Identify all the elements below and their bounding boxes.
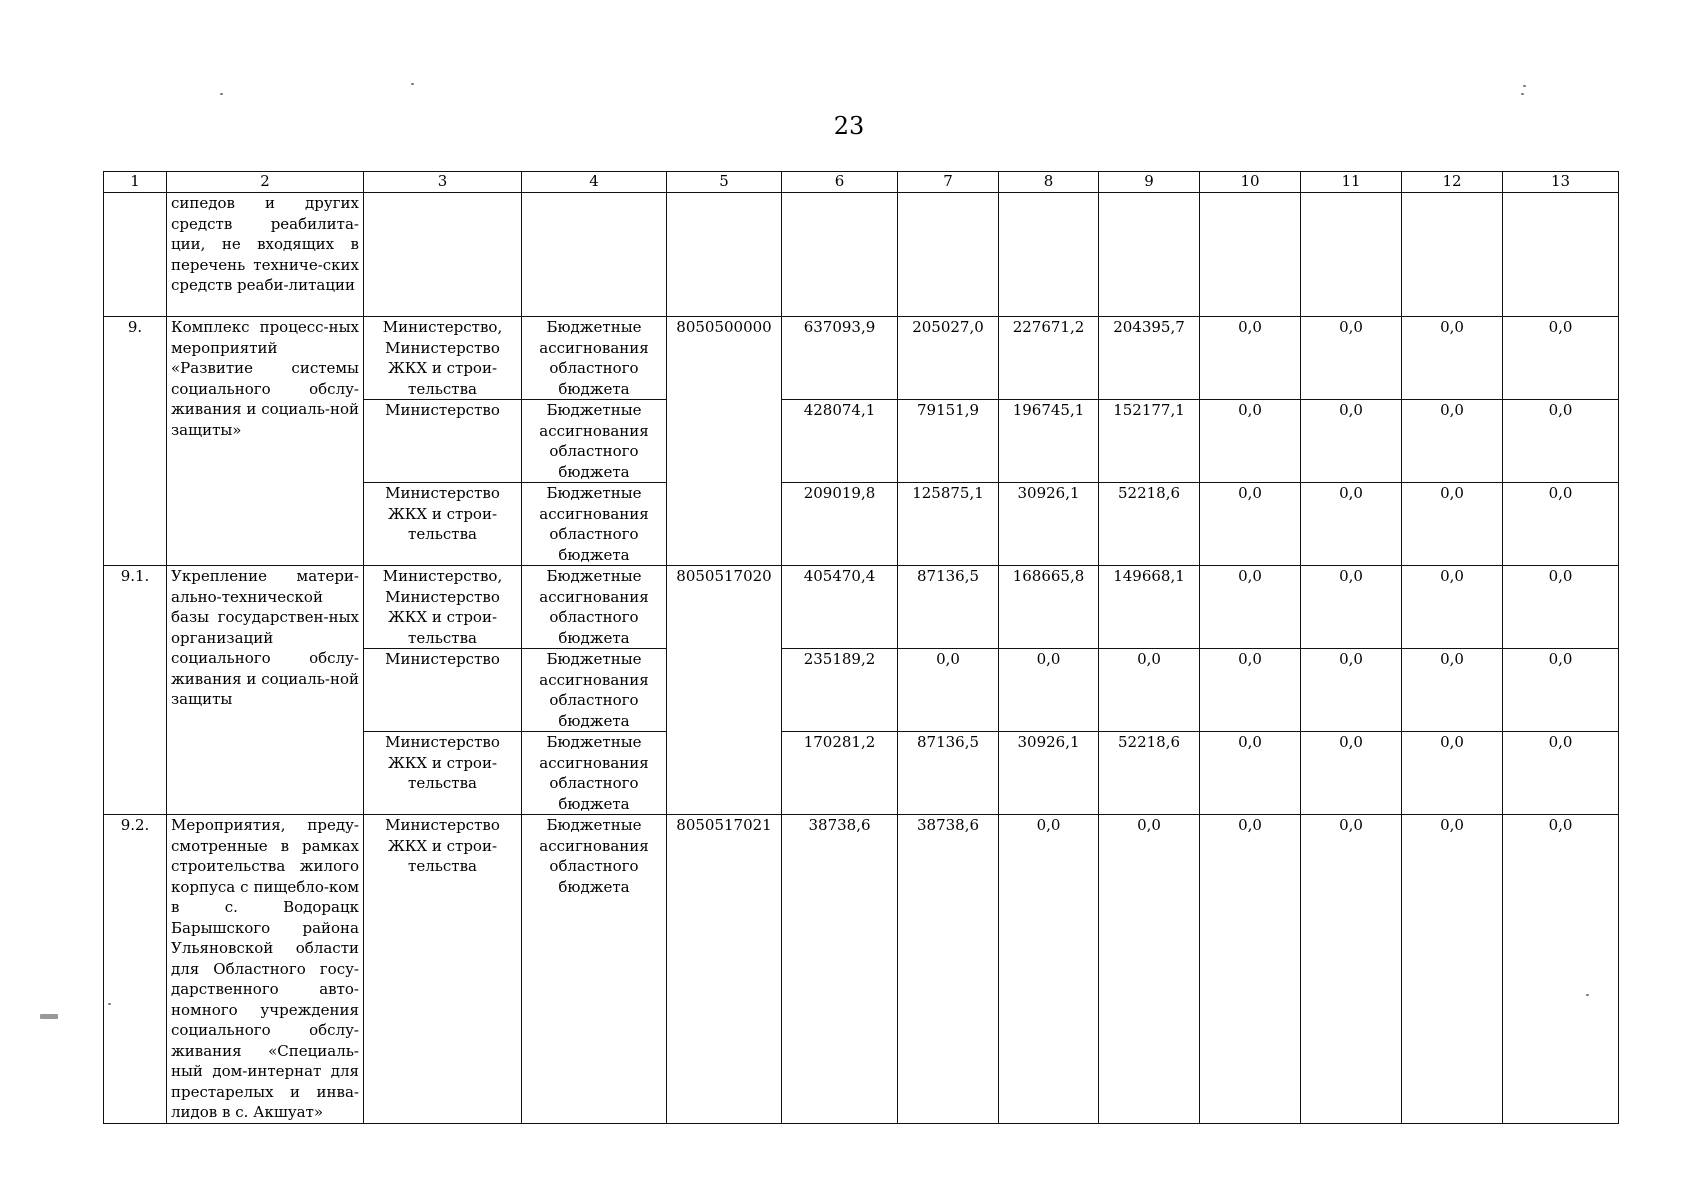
value-cell: 0,0	[1301, 732, 1402, 815]
item-number: 9.1.	[104, 566, 167, 815]
value-cell: 79151,9	[898, 400, 999, 483]
value-cell: 0,0	[1301, 566, 1402, 649]
value-cell: 52218,6	[1099, 732, 1200, 815]
scan-speck	[220, 93, 223, 95]
value-cell: 0,0	[1301, 400, 1402, 483]
value-cell: 0,0	[1503, 483, 1619, 566]
value-cell: 0,0	[1200, 732, 1301, 815]
executor: Министерство, Министерство ЖКХ и строи-тельства	[364, 317, 522, 400]
item-number	[104, 193, 167, 317]
value-cell: 0,0	[1301, 649, 1402, 732]
value-cell: 0,0	[1503, 815, 1619, 1124]
value-cell: 204395,7	[1099, 317, 1200, 400]
scan-speck	[1586, 994, 1589, 996]
table-row	[104, 566, 1619, 649]
executor: Министерство	[364, 400, 522, 483]
page-number: 23	[833, 112, 865, 140]
value-cell: 0,0	[1402, 732, 1503, 815]
value-cell: 0,0	[1402, 400, 1503, 483]
column-number: 5	[667, 172, 782, 193]
funding-source: Бюджетные ассигнования областного бюджета	[522, 815, 667, 1124]
budget-code: 8050500000	[667, 317, 782, 566]
column-number: 10	[1200, 172, 1301, 193]
value-cell: 0,0	[1301, 317, 1402, 400]
column-number-row	[104, 172, 1619, 193]
value-cell: 205027,0	[898, 317, 999, 400]
value-cell	[1200, 193, 1301, 317]
item-name: сипедов и других средств реабилита-ции, не входящих в перечень техниче-ских средств реаби-литации	[167, 193, 364, 317]
value-cell: 0,0	[1099, 815, 1200, 1124]
funding-source: Бюджетные ассигнования областного бюджета	[522, 649, 667, 732]
value-cell: 149668,1	[1099, 566, 1200, 649]
column-number: 6	[782, 172, 898, 193]
value-cell: 0,0	[1301, 483, 1402, 566]
table-row	[104, 815, 1619, 1124]
value-cell: 235189,2	[782, 649, 898, 732]
value-cell: 0,0	[1200, 649, 1301, 732]
item-number: 9.	[104, 317, 167, 566]
value-cell: 0,0	[1402, 317, 1503, 400]
value-cell	[1402, 193, 1503, 317]
value-cell: 168665,8	[999, 566, 1099, 649]
funding-source: Бюджетные ассигнования областного бюджета	[522, 732, 667, 815]
value-cell: 170281,2	[782, 732, 898, 815]
table-row	[104, 317, 1619, 400]
value-cell: 0,0	[1402, 815, 1503, 1124]
item-name: Комплекс процесс-ных мероприятий «Развитие системы социального обслу-живания и социаль-ной защиты»	[167, 317, 364, 566]
value-cell: 0,0	[999, 649, 1099, 732]
value-cell: 0,0	[898, 649, 999, 732]
column-number: 13	[1503, 172, 1619, 193]
value-cell: 209019,8	[782, 483, 898, 566]
value-cell: 0,0	[1099, 649, 1200, 732]
value-cell: 0,0	[1503, 732, 1619, 815]
table-row	[104, 193, 1619, 317]
value-cell: 30926,1	[999, 483, 1099, 566]
budget-code: 8050517021	[667, 815, 782, 1124]
value-cell: 0,0	[999, 815, 1099, 1124]
value-cell	[1301, 193, 1402, 317]
value-cell: 87136,5	[898, 732, 999, 815]
value-cell: 30926,1	[999, 732, 1099, 815]
funding-source	[522, 193, 667, 317]
funding-source: Бюджетные ассигнования областного бюджета	[522, 483, 667, 566]
scan-speck	[108, 1003, 111, 1005]
value-cell: 125875,1	[898, 483, 999, 566]
value-cell: 227671,2	[999, 317, 1099, 400]
value-cell: 38738,6	[782, 815, 898, 1124]
scan-speck	[411, 83, 414, 85]
column-number: 11	[1301, 172, 1402, 193]
value-cell: 0,0	[1200, 566, 1301, 649]
value-cell: 87136,5	[898, 566, 999, 649]
scan-speck	[1521, 93, 1524, 95]
column-number: 2	[167, 172, 364, 193]
column-number: 7	[898, 172, 999, 193]
executor	[364, 193, 522, 317]
funding-source: Бюджетные ассигнования областного бюджета	[522, 566, 667, 649]
value-cell: 196745,1	[999, 400, 1099, 483]
value-cell: 0,0	[1200, 815, 1301, 1124]
value-cell	[1099, 193, 1200, 317]
executor: Министерство, Министерство ЖКХ и строи-тельства	[364, 566, 522, 649]
column-number: 1	[104, 172, 167, 193]
value-cell: 637093,9	[782, 317, 898, 400]
column-number: 3	[364, 172, 522, 193]
value-cell: 0,0	[1402, 649, 1503, 732]
value-cell: 0,0	[1301, 815, 1402, 1124]
item-name: Укрепление матери-ально-технической базы государствен-ных организаций социального обслу-живания и социаль-ной защиты	[167, 566, 364, 815]
value-cell	[898, 193, 999, 317]
value-cell: 0,0	[1402, 566, 1503, 649]
value-cell: 52218,6	[1099, 483, 1200, 566]
value-cell: 152177,1	[1099, 400, 1200, 483]
value-cell	[999, 193, 1099, 317]
value-cell	[782, 193, 898, 317]
funding-source: Бюджетные ассигнования областного бюджета	[522, 400, 667, 483]
executor: Министерство	[364, 649, 522, 732]
column-number: 12	[1402, 172, 1503, 193]
value-cell: 405470,4	[782, 566, 898, 649]
value-cell: 0,0	[1503, 317, 1619, 400]
executor: Министерство ЖКХ и строи-тельства	[364, 732, 522, 815]
value-cell: 0,0	[1200, 483, 1301, 566]
executor: Министерство ЖКХ и строи-тельства	[364, 815, 522, 1124]
budget-table	[103, 171, 1619, 1124]
value-cell: 0,0	[1503, 566, 1619, 649]
column-number: 9	[1099, 172, 1200, 193]
column-number: 4	[522, 172, 667, 193]
executor: Министерство ЖКХ и строи-тельства	[364, 483, 522, 566]
funding-source: Бюджетные ассигнования областного бюджета	[522, 317, 667, 400]
budget-code	[667, 193, 782, 317]
value-cell: 428074,1	[782, 400, 898, 483]
scan-speck	[40, 1014, 58, 1019]
column-number: 8	[999, 172, 1099, 193]
value-cell: 0,0	[1503, 649, 1619, 732]
item-name: Мероприятия, преду-смотренные в рамках строительства жилого корпуса с пищебло-ком в с. Водорацк Барышского района Ульяновской области для Областного госу-дарственного авто-номного учреждения социального обслу-живания «Специаль-ный дом-интернат для престарелых и инва-лидов в с. Акшуат»	[167, 815, 364, 1124]
value-cell: 0,0	[1402, 483, 1503, 566]
scan-speck	[1523, 85, 1526, 87]
budget-code: 8050517020	[667, 566, 782, 815]
value-cell: 0,0	[1200, 400, 1301, 483]
value-cell: 0,0	[1200, 317, 1301, 400]
value-cell: 38738,6	[898, 815, 999, 1124]
value-cell	[1503, 193, 1619, 317]
item-number: 9.2.	[104, 815, 167, 1124]
value-cell: 0,0	[1503, 400, 1619, 483]
